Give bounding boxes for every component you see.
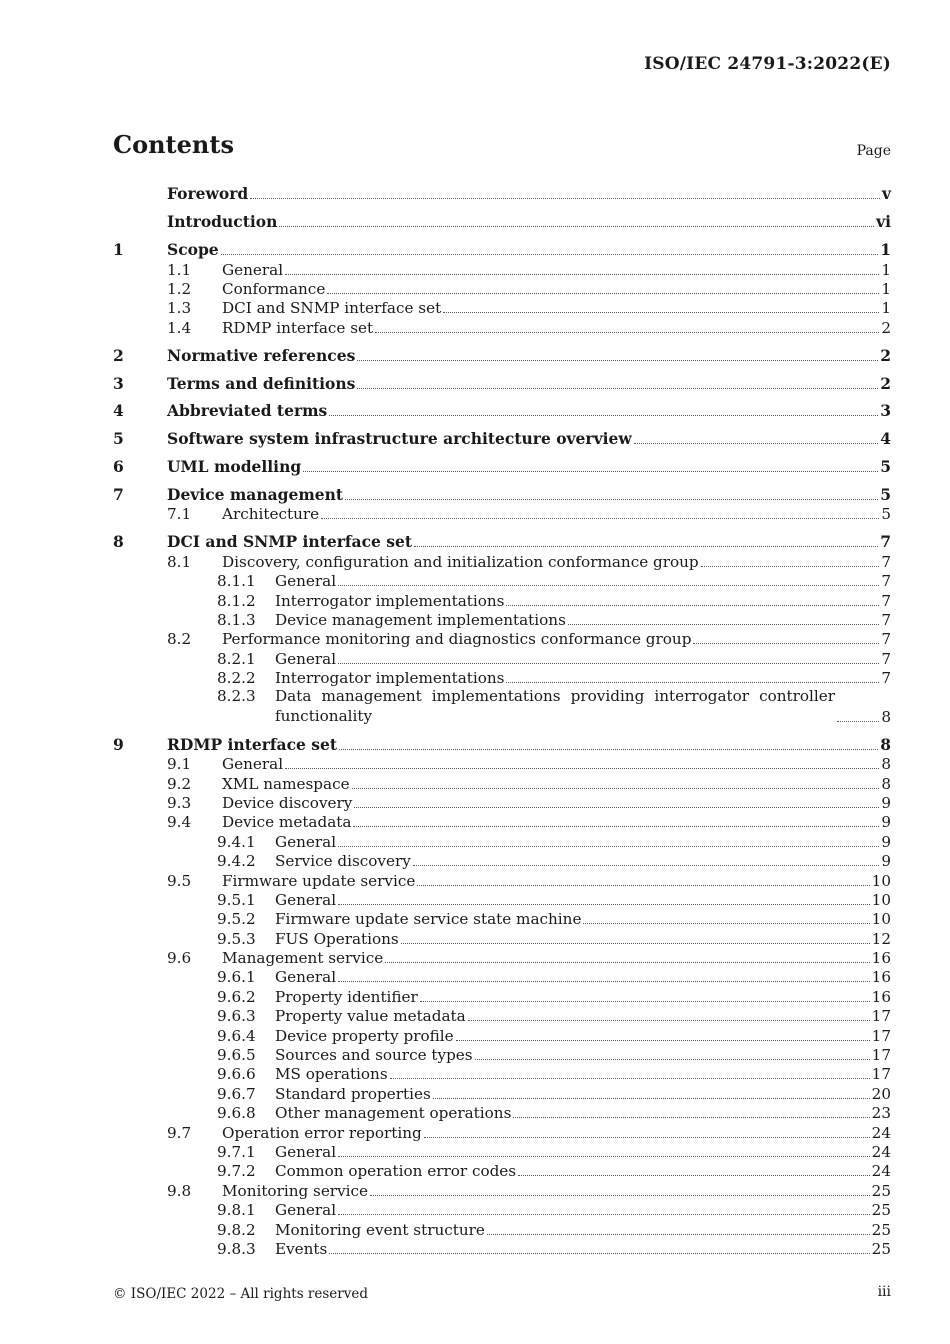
toc-entry[interactable] <box>113 687 891 726</box>
toc-entry-number: 9.4.2 <box>217 852 256 871</box>
toc-entry-page: 17 <box>871 1046 891 1065</box>
toc-entry-number: 9.7.1 <box>217 1143 256 1161</box>
toc-entry-title: Architecture <box>222 505 320 524</box>
toc-entry-number: 9.6.6 <box>217 1065 256 1084</box>
toc-entry[interactable] <box>113 793 891 812</box>
toc-entry[interactable] <box>113 1161 891 1180</box>
toc-entry-page: 16 <box>871 968 891 987</box>
toc-entry-title: Property identifier <box>275 987 418 1006</box>
toc-leader-dots <box>513 1103 869 1118</box>
toc-entry[interactable] <box>113 851 891 870</box>
toc-entry-number: 9.6.4 <box>217 1026 256 1045</box>
toc-entry-number: 9.7 <box>167 1123 192 1142</box>
toc-entry[interactable] <box>113 504 891 523</box>
page-column-label: Page <box>856 143 891 159</box>
toc-entry-page: 8 <box>880 734 891 754</box>
toc-entry-page: 7 <box>881 649 891 668</box>
toc-leader-dots <box>424 1123 870 1138</box>
toc-entry-title: Firmware update service <box>222 871 416 890</box>
toc-leader-dots <box>338 832 879 847</box>
toc-entry-page: 4 <box>880 429 891 449</box>
toc-entry[interactable] <box>113 1142 891 1161</box>
toc-entry[interactable] <box>113 1064 891 1083</box>
toc-entry-page: 2 <box>881 318 891 337</box>
toc-entry-page: 5 <box>881 505 891 524</box>
toc-entry-page: v <box>881 184 891 204</box>
toc-entry[interactable] <box>113 668 891 687</box>
toc-entry[interactable] <box>113 909 891 928</box>
toc-entry[interactable] <box>113 812 891 831</box>
toc-entry[interactable] <box>113 754 891 773</box>
toc-entry-number: 9.3 <box>167 793 192 812</box>
toc-leader-dots <box>413 851 879 866</box>
footer-page-number: iii <box>877 1284 891 1300</box>
toc-entry-page: 17 <box>871 1007 891 1026</box>
page-title: Contents <box>113 130 234 159</box>
toc-entry-page: 3 <box>880 401 891 421</box>
toc-leader-dots <box>303 457 878 472</box>
toc-entry-page: 16 <box>871 949 891 968</box>
toc-entry-number: 1.2 <box>167 279 192 298</box>
toc-entry-page: 20 <box>871 1084 891 1103</box>
toc-leader-dots <box>345 485 878 500</box>
toc-leader-dots <box>221 240 879 255</box>
toc-entry-title: General <box>275 890 337 909</box>
toc-entry-title: Other management operations <box>275 1104 512 1123</box>
toc-leader-dots <box>583 909 869 924</box>
toc-entry[interactable] <box>113 259 891 278</box>
toc-entry-title: Operation error reporting <box>222 1123 422 1142</box>
toc-entry-title: Common operation error codes <box>275 1162 517 1181</box>
toc-entry-title: Scope <box>167 240 219 260</box>
toc-entry[interactable] <box>113 1200 891 1219</box>
toc-entry[interactable] <box>113 429 891 448</box>
toc-entry-number: 3 <box>113 373 124 393</box>
toc-entry-page: 24 <box>871 1162 891 1181</box>
toc-entry-page: 1 <box>881 279 891 298</box>
toc-leader-dots <box>433 1084 870 1099</box>
toc-entry-title: Data management implementations providing interrogator controller functionality <box>275 687 835 725</box>
toc-entry-number: 9.8.2 <box>217 1220 256 1239</box>
toc-entry[interactable] <box>113 240 891 259</box>
toc-entry-page: 12 <box>871 929 891 948</box>
toc-entry[interactable] <box>113 986 891 1005</box>
toc-entry-number: 9.4.1 <box>217 832 256 851</box>
toc-leader-dots <box>250 184 880 199</box>
toc-entry-title: Monitoring event structure <box>275 1220 485 1239</box>
toc-leader-dots <box>375 318 879 333</box>
toc-leader-dots <box>693 629 879 644</box>
toc-leader-dots <box>338 649 879 664</box>
toc-entry-number: 5 <box>113 429 124 449</box>
toc-entry-number: 1 <box>113 240 124 260</box>
toc-entry-page: 25 <box>871 1201 891 1220</box>
toc-entry-page: 24 <box>871 1143 891 1161</box>
toc-leader-dots <box>475 1045 870 1060</box>
toc-entry-number: 6 <box>113 457 124 477</box>
toc-leader-dots <box>701 552 880 567</box>
toc-leader-dots <box>456 1026 870 1041</box>
toc-entry-page: 10 <box>871 890 891 909</box>
toc-entry[interactable] <box>113 1025 891 1044</box>
toc-leader-dots <box>568 610 879 625</box>
toc-entry-page: 24 <box>871 1123 891 1142</box>
toc-entry-title: Device property profile <box>275 1026 454 1045</box>
toc-entry[interactable] <box>113 401 891 420</box>
toc-entry-number: 8.1.1 <box>217 572 256 591</box>
toc-entry[interactable] <box>113 734 891 753</box>
toc-entry[interactable] <box>113 629 891 648</box>
toc-leader-dots <box>338 1142 870 1157</box>
toc-entry-number: 9.4 <box>167 813 192 832</box>
toc-entry[interactable] <box>113 648 891 667</box>
toc-leader-dots <box>506 591 879 606</box>
toc-entry-number: 9.6 <box>167 949 192 968</box>
toc-entry-page: 25 <box>871 1239 891 1258</box>
toc-leader-dots <box>285 260 879 275</box>
toc-leader-dots <box>338 890 870 905</box>
footer-copyright: © ISO/IEC 2022 – All rights reserved <box>113 1286 368 1302</box>
toc-entry-page: 9 <box>881 832 891 851</box>
toc-entry-title: RDMP interface set <box>167 734 338 754</box>
toc-leader-dots <box>370 1181 870 1196</box>
toc-entry-number: 8.2.2 <box>217 669 256 688</box>
toc-entry-page: 7 <box>881 552 891 571</box>
toc-entry-page: 9 <box>881 793 891 812</box>
toc-entry-page: 2 <box>880 345 891 365</box>
toc-entry-title: General <box>275 572 337 591</box>
toc-entry-title: XML namespace <box>222 774 350 793</box>
toc-entry[interactable] <box>113 1103 891 1122</box>
toc-entry-page: 8 <box>881 774 891 793</box>
toc-leader-dots <box>321 504 879 519</box>
toc-entry-title: DCI and SNMP interface set <box>167 532 413 552</box>
toc-entry[interactable] <box>113 1219 891 1238</box>
toc-entry-title: Interrogator implementations <box>275 591 505 610</box>
toc-leader-dots <box>327 279 879 294</box>
toc-entry[interactable] <box>113 373 891 392</box>
toc-entry-page: 7 <box>880 532 891 552</box>
toc-entry-page: 8 <box>881 755 891 774</box>
toc-entry[interactable] <box>113 1239 891 1258</box>
toc-entry-number: 9.8.1 <box>217 1201 256 1220</box>
toc-entry-title: General <box>222 260 284 279</box>
toc-entry-page: 9 <box>881 813 891 832</box>
toc-entry-page: 17 <box>871 1026 891 1045</box>
toc-entry[interactable] <box>113 279 891 298</box>
toc-entry-number: 8.2.1 <box>217 649 256 668</box>
toc-entry-title: Software system infrastructure architecture overview <box>167 429 632 449</box>
toc-entry-title: FUS Operations <box>275 929 399 948</box>
toc-entry[interactable] <box>113 317 891 336</box>
toc-entry[interactable] <box>113 1083 891 1102</box>
toc-entry-title: Abbreviated terms <box>167 401 328 421</box>
toc-leader-dots <box>352 774 880 789</box>
toc-entry-number: 9 <box>113 734 124 754</box>
toc-entry-page: vi <box>876 212 891 232</box>
toc-entry-page: 7 <box>881 572 891 591</box>
table-of-contents <box>113 184 891 1258</box>
toc-entry-page: 7 <box>881 669 891 688</box>
toc-entry[interactable] <box>113 967 891 986</box>
toc-entry-number: 9.6.3 <box>217 1007 256 1026</box>
toc-entry-page: 16 <box>871 987 891 1006</box>
toc-entry-number: 8.1.3 <box>217 610 256 629</box>
toc-entry-title: General <box>222 755 284 774</box>
toc-leader-dots <box>401 929 870 944</box>
toc-entry-number: 9.5.2 <box>217 910 256 929</box>
toc-entry-number: 8.1.2 <box>217 591 256 610</box>
toc-entry-page: 7 <box>881 591 891 610</box>
toc-entry-title: Device discovery <box>222 793 353 812</box>
toc-entry[interactable] <box>113 551 891 570</box>
toc-entry-number: 9.6.5 <box>217 1046 256 1065</box>
toc-entry-title: Introduction <box>167 212 278 232</box>
toc-leader-dots <box>390 1064 870 1079</box>
toc-leader-dots <box>285 754 879 769</box>
toc-leader-dots <box>518 1161 870 1176</box>
toc-entry[interactable] <box>113 532 891 551</box>
toc-leader-dots <box>357 346 878 361</box>
toc-entry-number: 9.8 <box>167 1181 192 1200</box>
toc-entry-title: Property value metadata <box>275 1007 466 1026</box>
toc-entry-title: Management service <box>222 949 384 968</box>
toc-leader-dots <box>357 374 878 389</box>
toc-entry-page: 2 <box>880 373 891 393</box>
toc-leader-dots <box>279 212 874 227</box>
toc-entry-page: 7 <box>881 610 891 629</box>
toc-entry-number: 8 <box>113 532 124 552</box>
toc-entry-title: DCI and SNMP interface set <box>222 299 442 318</box>
toc-entry-title: Service discovery <box>275 852 411 871</box>
toc-entry-title: General <box>275 649 337 668</box>
toc-entry-page: 5 <box>880 457 891 477</box>
toc-leader-dots <box>339 735 878 750</box>
toc-entry[interactable] <box>113 1006 891 1025</box>
toc-leader-dots <box>338 967 870 982</box>
toc-entry-page: 23 <box>871 1104 891 1123</box>
toc-entry-number: 7.1 <box>167 505 192 524</box>
toc-leader-dots <box>329 401 878 416</box>
toc-entry[interactable] <box>113 928 891 947</box>
toc-leader-dots <box>487 1220 870 1235</box>
toc-leader-dots <box>506 668 879 683</box>
toc-entry-page: 1 <box>881 260 891 279</box>
toc-entry-number: 9.7.2 <box>217 1162 256 1181</box>
toc-entry-page: 8 <box>881 707 891 726</box>
toc-entry[interactable] <box>113 298 891 317</box>
toc-entry-title: Interrogator implementations <box>275 669 505 688</box>
toc-entry[interactable] <box>113 590 891 609</box>
toc-entry-page: 7 <box>881 630 891 649</box>
toc-entry[interactable] <box>113 610 891 629</box>
toc-entry-number: 9.5.1 <box>217 890 256 909</box>
toc-entry-number: 9.8.3 <box>217 1239 256 1258</box>
toc-entry-title: Events <box>275 1239 328 1258</box>
toc-entry-number: 1.1 <box>167 260 192 279</box>
toc-entry-title: Firmware update service state machine <box>275 910 582 929</box>
toc-leader-dots <box>420 987 870 1002</box>
toc-entry-title: General <box>275 1143 337 1161</box>
toc-entry-title: Device metadata <box>222 813 352 832</box>
toc-entry[interactable] <box>113 773 891 792</box>
toc-leader-dots <box>329 1239 869 1254</box>
toc-entry[interactable] <box>113 870 891 889</box>
toc-entry[interactable] <box>113 571 891 590</box>
toc-entry-number: 9.5 <box>167 871 192 890</box>
toc-entry-title: Normative references <box>167 345 356 365</box>
toc-entry[interactable] <box>113 212 891 231</box>
toc-entry-number: 9.6.2 <box>217 987 256 1006</box>
toc-entry-title: RDMP interface set <box>222 318 374 337</box>
toc-entry-number: 8.1 <box>167 552 192 571</box>
toc-entry-number: 9.6.1 <box>217 968 256 987</box>
toc-leader-dots <box>338 1200 870 1215</box>
toc-entry-title: MS operations <box>275 1065 388 1084</box>
toc-entry-number: 9.1 <box>167 755 192 774</box>
toc-entry-title: Foreword <box>167 184 249 204</box>
toc-entry[interactable] <box>113 1045 891 1064</box>
toc-entry-number: 1.3 <box>167 299 192 318</box>
toc-entry-page: 9 <box>881 852 891 871</box>
toc-leader-dots <box>634 429 879 444</box>
toc-entry-number: 8.2.3 <box>217 687 256 706</box>
toc-entry[interactable] <box>113 890 891 909</box>
toc-leader-dots <box>837 707 879 722</box>
toc-entry-page: 1 <box>881 299 891 318</box>
toc-entry-title: Performance monitoring and diagnostics conformance group <box>222 630 692 649</box>
toc-entry-title: General <box>275 1201 337 1220</box>
toc-leader-dots <box>354 793 879 808</box>
toc-entry[interactable] <box>113 1180 891 1199</box>
toc-leader-dots <box>417 871 869 886</box>
toc-entry[interactable] <box>113 831 891 850</box>
toc-entry[interactable] <box>113 457 891 476</box>
toc-entry-number: 9.6.7 <box>217 1084 256 1103</box>
toc-entry-number: 8.2 <box>167 630 192 649</box>
toc-entry-title: Standard properties <box>275 1084 431 1103</box>
toc-leader-dots <box>414 532 878 547</box>
toc-entry-title: Discovery, configuration and initialization conformance group <box>222 552 699 571</box>
toc-entry-number: 9.6.8 <box>217 1104 256 1123</box>
toc-leader-dots <box>443 298 879 313</box>
toc-entry-page: 25 <box>871 1181 891 1200</box>
toc-entry[interactable] <box>113 184 891 203</box>
toc-entry[interactable] <box>113 345 891 364</box>
toc-entry-title: Sources and source types <box>275 1046 473 1065</box>
toc-entry-title: UML modelling <box>167 457 302 477</box>
toc-leader-dots <box>338 571 879 586</box>
toc-entry-page: 10 <box>871 910 891 929</box>
toc-entry-page: 5 <box>880 485 891 505</box>
toc-entry-page: 25 <box>871 1220 891 1239</box>
toc-entry-number: 2 <box>113 345 124 365</box>
toc-entry-title: Terms and definitions <box>167 373 356 393</box>
toc-entry-number: 7 <box>113 485 124 505</box>
toc-entry-title: Conformance <box>222 279 326 298</box>
toc-entry[interactable] <box>113 948 891 967</box>
toc-entry-title: Monitoring service <box>222 1181 369 1200</box>
toc-entry-title: General <box>275 832 337 851</box>
toc-entry-page: 17 <box>871 1065 891 1084</box>
toc-entry-number: 9.2 <box>167 774 192 793</box>
toc-leader-dots <box>385 948 869 963</box>
toc-entry-title: Device management <box>167 485 344 505</box>
toc-leader-dots <box>468 1006 870 1021</box>
toc-entry-page: 10 <box>871 871 891 890</box>
toc-entry-title: Device management implementations <box>275 610 566 629</box>
toc-entry[interactable] <box>113 1122 891 1141</box>
toc-entry-number: 9.5.3 <box>217 929 256 948</box>
toc-entry-title: General <box>275 968 337 987</box>
toc-entry-number: 1.4 <box>167 318 192 337</box>
document-id: ISO/IEC 24791-3:2022(E) <box>644 54 891 74</box>
toc-entry[interactable] <box>113 485 891 504</box>
toc-entry-page: 1 <box>880 240 891 260</box>
toc-entry-number: 4 <box>113 401 124 421</box>
toc-leader-dots <box>353 812 879 827</box>
